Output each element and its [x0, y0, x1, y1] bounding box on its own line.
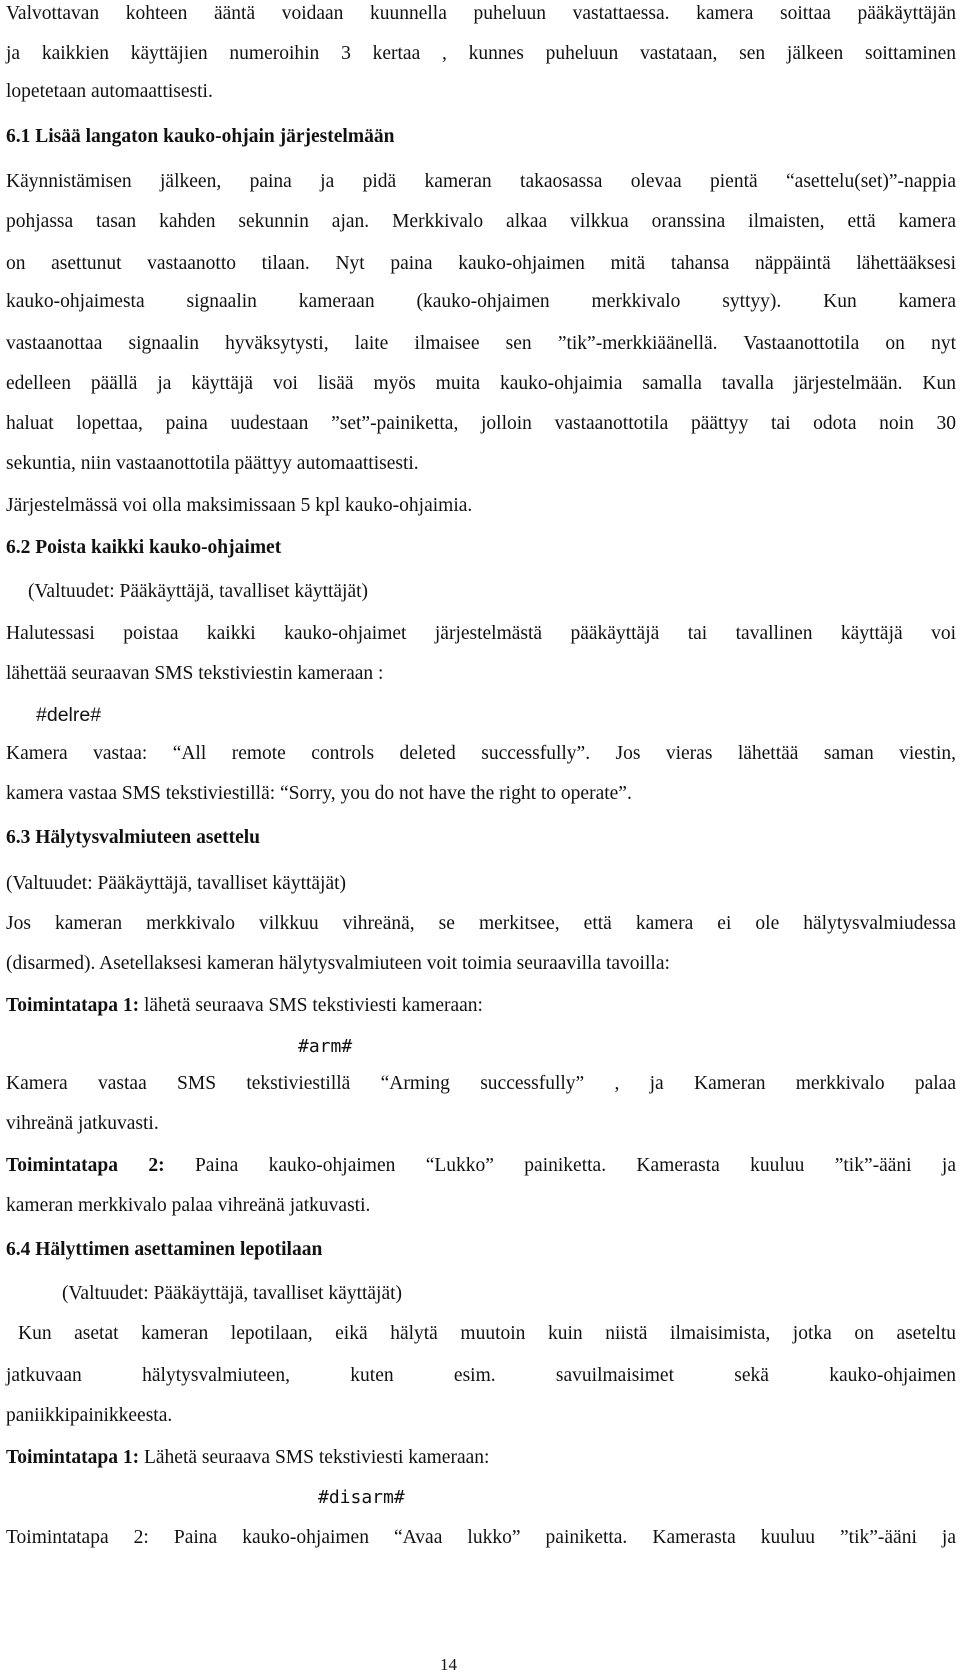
page-number: 14 — [440, 1655, 457, 1674]
method-label: Toimintatapa 1: — [6, 1447, 140, 1468]
paragraph-line: sekuntia, niin vastaanottotila päättyy automaattisesti. — [6, 453, 419, 474]
paragraph-line: Valvottavan kohteen ääntä voidaan kuunnella puheluun vastattaessa. kamera soittaa pääkäyttäjän — [6, 3, 956, 24]
method-text: Lähetä seuraava SMS tekstiviesti kameraan: — [139, 1447, 490, 1468]
section-heading-6-1: 6.1 Lisää langaton kauko-ohjain järjestelmään — [6, 126, 395, 147]
paragraph-line: haluat lopettaa, paina uudestaan ”set”-painiketta, jolloin vastaanottotila päättyy tai odota noin 30 — [6, 413, 956, 434]
method-text: lähetä seuraava SMS tekstiviesti kameraan: — [139, 995, 483, 1016]
paragraph-line: paniikkipainikkeesta. — [6, 1405, 173, 1426]
method-label: Toimintatapa 2: — [6, 1155, 165, 1176]
paragraph-line: jatkuvaan hälytysvalmiuteen, kuten esim. savuilmaisimet sekä kauko-ohjaimen — [6, 1365, 956, 1386]
method-line — [6, 994, 956, 1018]
paragraph-line: Jos kameran merkkivalo vilkkuu vihreänä, se merkitsee, että kamera ei ole hälytysvalmiudessa — [6, 913, 956, 934]
sms-command-disarm: #disarm# — [318, 1487, 405, 1508]
paragraph-line: Toimintatapa 2: Paina kauko-ohjaimen “Avaa lukko” painiketta. Kamerasta kuuluu ”tik”-ääni ja — [6, 1527, 956, 1548]
section-heading-6-3: 6.3 Hälytysvalmiuteen asettelu — [6, 827, 261, 848]
section-heading-6-4: 6.4 Hälyttimen asettaminen lepotilaan — [6, 1239, 323, 1260]
paragraph-line: on asettunut vastaanotto tilaan. Nyt paina kauko-ohjaimen mitä tahansa näppäintä lähettääksesi — [6, 253, 956, 274]
paragraph-line: Kamera vastaa SMS tekstiviestillä “Arming successfully” , ja Kameran merkkivalo palaa — [6, 1073, 956, 1094]
paragraph-line: pohjassa tasan kahden sekunnin ajan. Merkkivalo alkaa vilkkua oranssina ilmaisten, että kamera — [6, 211, 956, 232]
permissions-note: (Valtuudet: Pääkäyttäjä, tavalliset käyttäjät) — [6, 873, 347, 894]
paragraph-line: kauko-ohjaimesta signaalin kameraan (kauko-ohjaimen merkkivalo syttyy). Kun kamera — [6, 291, 956, 312]
permissions-note: (Valtuudet: Pääkäyttäjä, tavalliset käyttäjät) — [28, 581, 369, 602]
paragraph-line: (disarmed). Asetellaksesi kameran hälytysvalmiuteen voit toimia seuraavilla tavoilla: — [6, 953, 670, 974]
paragraph-line: Käynnistämisen jälkeen, paina ja pidä kameran takaosassa olevaa pientä “asettelu(set)”-nappia — [6, 171, 956, 192]
section-heading-6-2: 6.2 Poista kaikki kauko-ohjaimet — [6, 537, 282, 558]
method-line — [6, 1446, 956, 1470]
method-text: Paina kauko-ohjaimen “Lukko” painiketta. Kamerasta kuuluu ”tik”-ääni ja — [164, 1155, 957, 1176]
paragraph-line: lopetetaan automaattisesti. — [6, 81, 213, 102]
paragraph-line: vihreänä jatkuvasti. — [6, 1113, 159, 1134]
sms-command-delre: #delre# — [36, 704, 102, 726]
paragraph-line: lähettää seuraavan SMS tekstiviestin kameraan : — [6, 663, 384, 684]
method-line — [6, 1154, 956, 1178]
method-label: Toimintatapa 1: — [6, 995, 140, 1016]
paragraph-line: vastaanottaa signaalin hyväksytysti, laite ilmaisee sen ”tik”-merkkiäänellä. Vastaanottotila on nyt — [6, 333, 956, 354]
paragraph-line: Järjestelmässä voi olla maksimissaan 5 kpl kauko-ohjaimia. — [6, 495, 473, 516]
paragraph-line: kameran merkkivalo palaa vihreänä jatkuvasti. — [6, 1195, 371, 1216]
permissions-note: (Valtuudet: Pääkäyttäjä, tavalliset käyttäjät) — [62, 1283, 403, 1304]
sms-command-arm: #arm# — [298, 1036, 353, 1057]
paragraph-line: kamera vastaa SMS tekstiviestillä: “Sorry, you do not have the right to operate”. — [6, 783, 632, 804]
paragraph-line: Halutessasi poistaa kaikki kauko-ohjaimet järjestelmästä pääkäyttäjä tai tavallinen käyttäjä voi — [6, 623, 956, 644]
paragraph-line: Kamera vastaa: “All remote controls deleted successfully”. Jos vieras lähettää saman viestin, — [6, 743, 956, 764]
paragraph-line: Kun asetat kameran lepotilaan, eikä hälytä muutoin kuin niistä ilmaisimista, jotka on aseteltu — [18, 1323, 956, 1344]
paragraph-line: edelleen päällä ja käyttäjä voi lisää myös muita kauko-ohjaimia samalla tavalla järjestelmään. Kun — [6, 373, 956, 394]
paragraph-line: ja kaikkien käyttäjien numeroihin 3 kertaa , kunnes puheluun vastataan, sen jälkeen soittaminen — [6, 43, 956, 64]
